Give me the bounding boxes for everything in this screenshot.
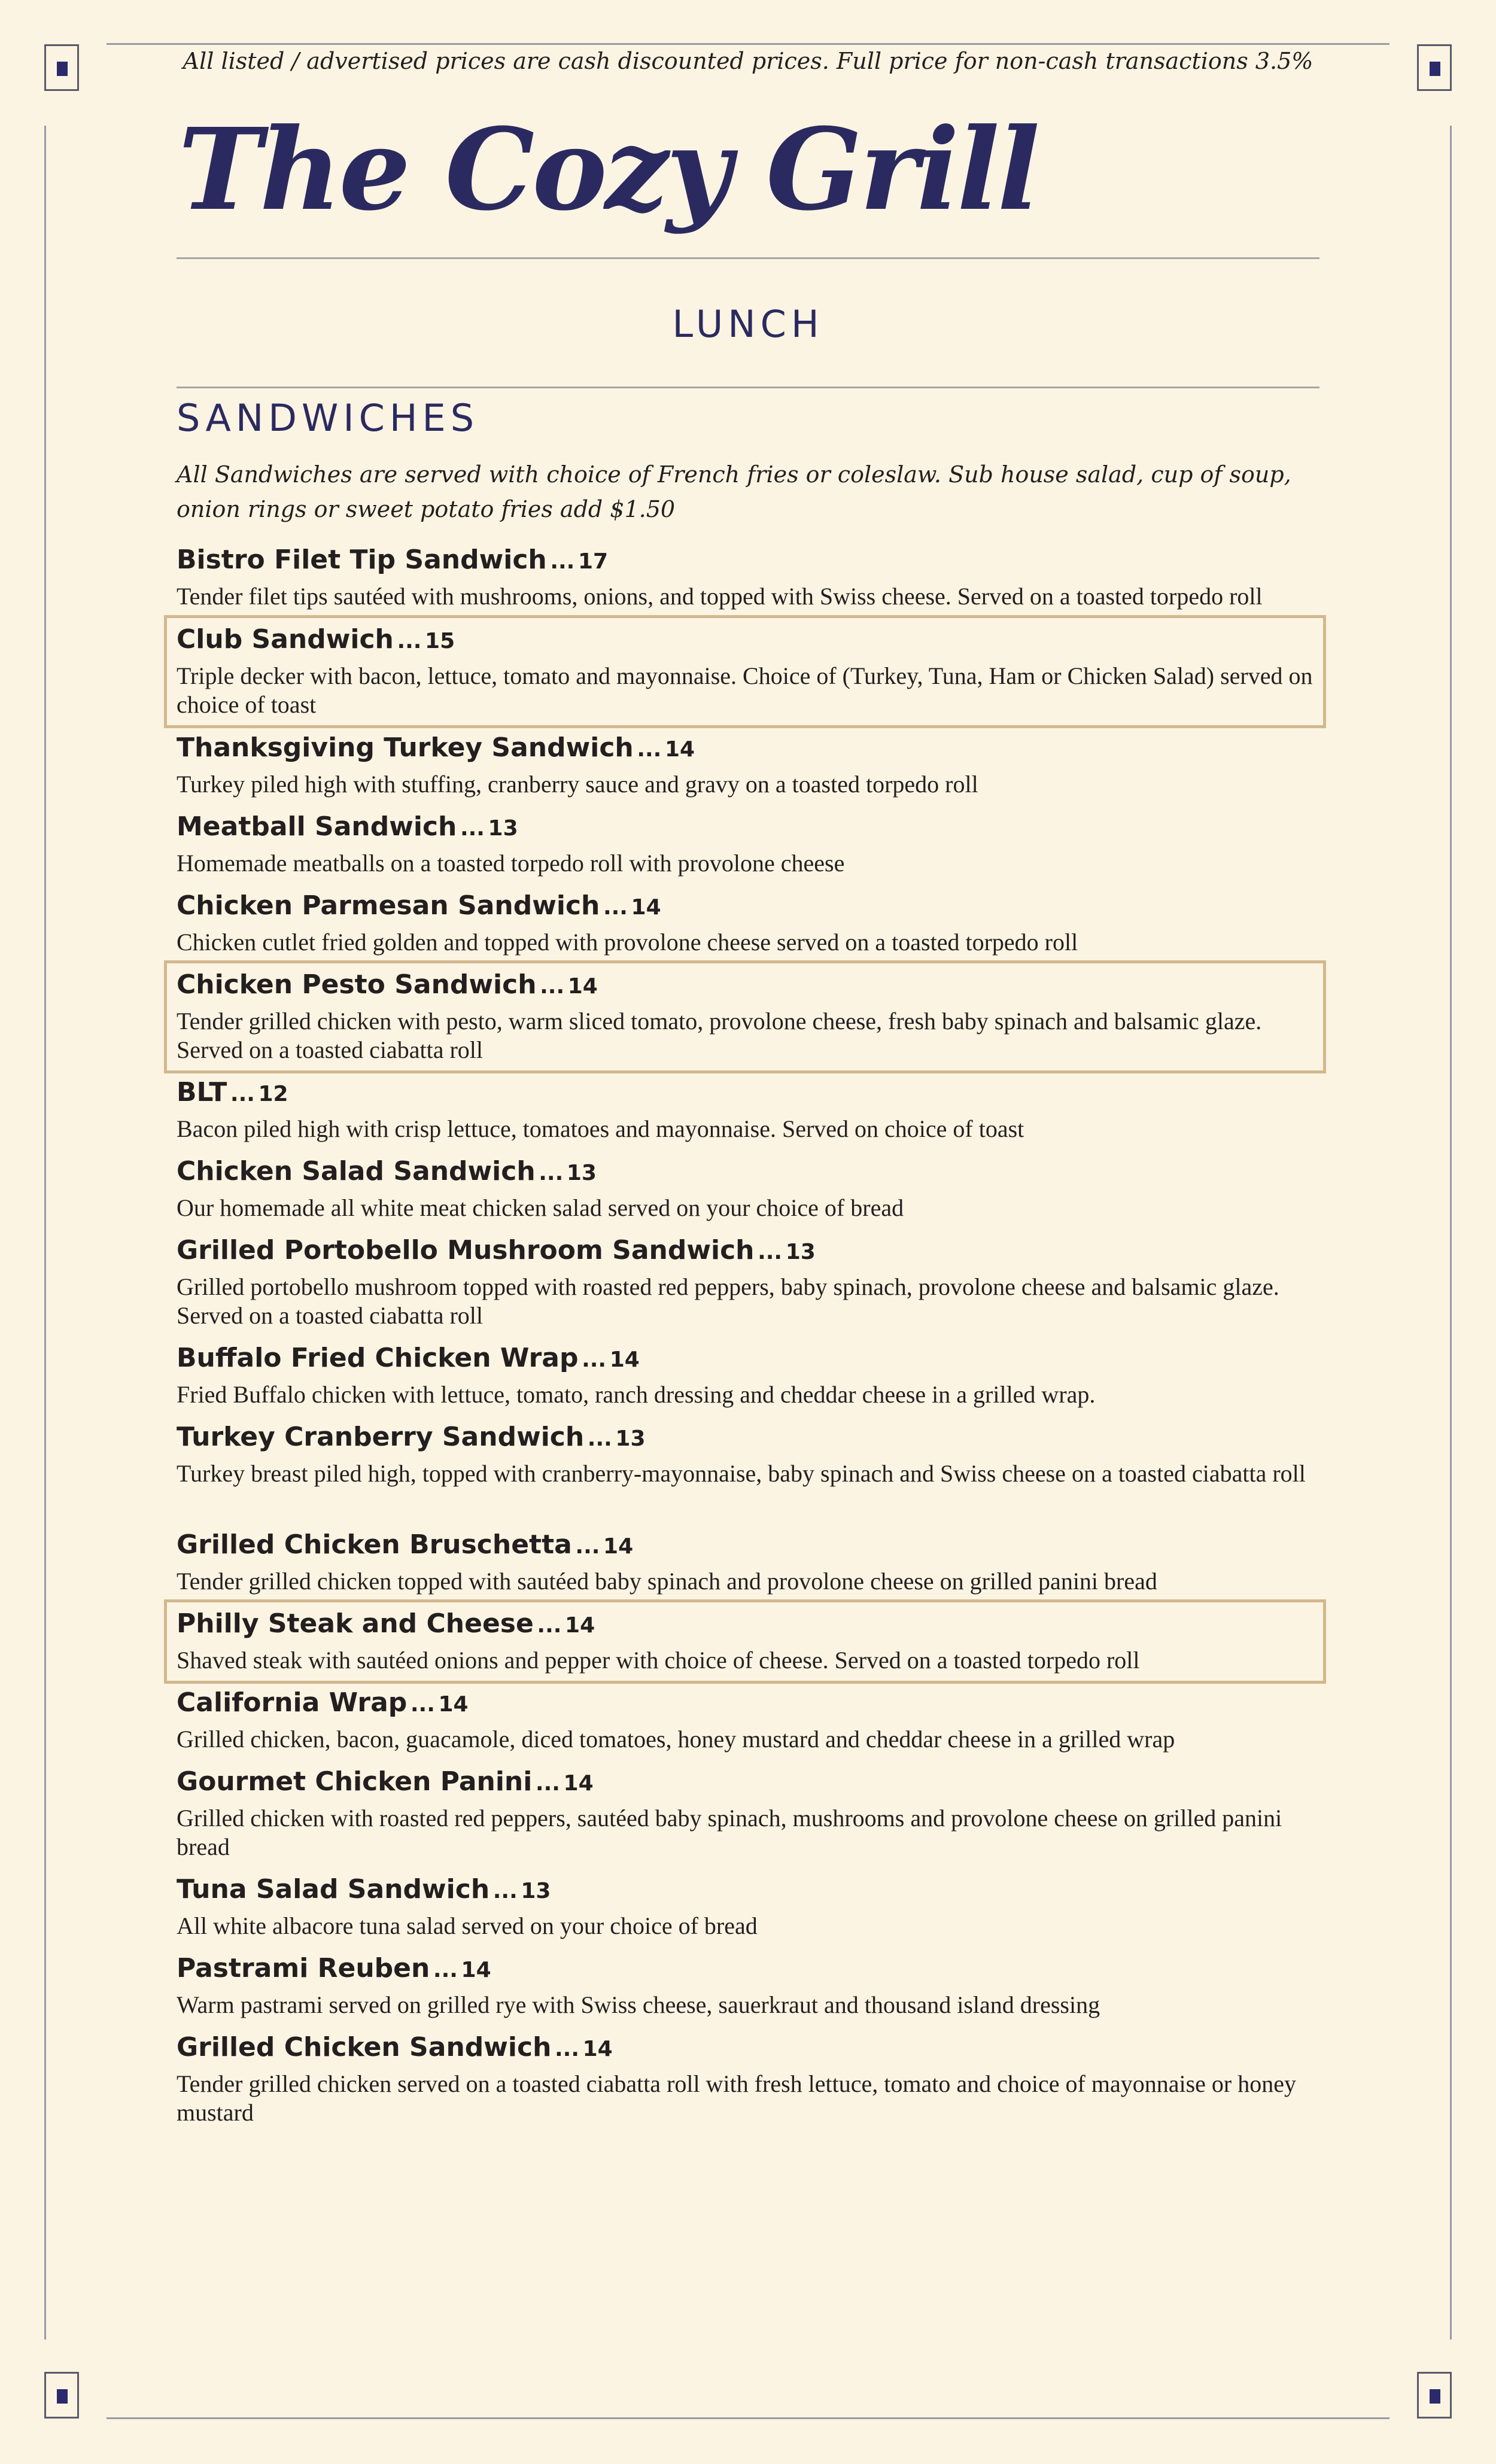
menu-title: LUNCH bbox=[672, 302, 824, 346]
item-price: 14 bbox=[567, 974, 598, 999]
item-name: Meatball Sandwich bbox=[177, 811, 457, 842]
item-price: 15 bbox=[425, 629, 455, 653]
item-name: Philly Steak and Cheese bbox=[177, 1608, 534, 1639]
item-name: Gourmet Chicken Panini bbox=[177, 1766, 533, 1797]
corner-ornament-bottom-left bbox=[44, 2372, 79, 2419]
menu-item bbox=[177, 1155, 1313, 1222]
item-separator: ... bbox=[603, 895, 628, 920]
item-name: Tuna Salad Sandwich bbox=[177, 1874, 490, 1905]
menu-item bbox=[177, 889, 1313, 957]
item-separator: ... bbox=[537, 1613, 562, 1638]
frame-top-line bbox=[107, 43, 1389, 45]
item-description: Bacon piled high with crisp lettuce, tomatoes and mayonnaise. Served on choice of toast bbox=[177, 1115, 1024, 1142]
menu-item bbox=[177, 1528, 1313, 1596]
item-description: Fried Buffalo chicken with lettuce, tomato, ranch dressing and cheddar cheese in a grilled wrap. bbox=[177, 1381, 1096, 1408]
item-price: 14 bbox=[565, 1613, 595, 1638]
item-separator: ... bbox=[460, 816, 485, 841]
item-name: Thanksgiving Turkey Sandwich bbox=[177, 732, 634, 763]
item-price: 12 bbox=[258, 1082, 288, 1106]
item-description: Tender grilled chicken served on a toasted ciabatta roll with fresh lettuce, tomato and choice of mayonnaise or honey mustard bbox=[177, 2070, 1296, 2126]
item-description: Shaved steak with sautéed onions and pepper with choice of cheese. Served on a toasted torpedo roll bbox=[177, 1647, 1140, 1674]
frame-bottom-line bbox=[107, 2417, 1389, 2419]
item-name: Buffalo Fried Chicken Wrap bbox=[177, 1343, 579, 1373]
menu-item bbox=[177, 1420, 1313, 1488]
item-price: 14 bbox=[461, 1958, 491, 1982]
menu-item-highlighted bbox=[164, 960, 1326, 1073]
item-description: Grilled portobello mushroom topped with roasted red peppers, baby spinach, provolone cheese and balsamic glaze. Served on a toasted ciabatta roll bbox=[177, 1273, 1279, 1329]
item-separator: ... bbox=[554, 2037, 580, 2061]
item-description: Tender grilled chicken with pesto, warm sliced tomato, provolone cheese, fresh baby spinach and balsamic glaze. Served on a toasted ciabatta roll bbox=[177, 1008, 1262, 1063]
item-separator: ... bbox=[582, 1347, 607, 1372]
menu-item bbox=[177, 810, 1313, 878]
menu-item bbox=[177, 731, 1313, 799]
item-description: Grilled chicken with roasted red peppers, sautéed baby spinach, mushrooms and provolone cheese on grilled panini bread bbox=[177, 1805, 1282, 1860]
item-separator: ... bbox=[535, 1771, 560, 1796]
item-description: Warm pastrami served on grilled rye with Swiss cheese, sauerkraut and thousand island dressing bbox=[177, 1991, 1100, 2018]
item-price: 13 bbox=[566, 1161, 597, 1185]
divider bbox=[177, 387, 1319, 388]
item-price: 14 bbox=[563, 1771, 594, 1796]
item-description: Tender filet tips sautéed with mushrooms, onions, and topped with Swiss cheese. Served on a toasted torpedo roll bbox=[177, 583, 1263, 610]
item-price: 14 bbox=[603, 1534, 634, 1559]
item-price: 13 bbox=[785, 1240, 816, 1264]
item-description: Our homemade all white meat chicken salad served on your choice of bread bbox=[177, 1194, 904, 1221]
item-price: 14 bbox=[664, 737, 695, 762]
item-separator: ... bbox=[397, 629, 422, 653]
item-price: 14 bbox=[631, 895, 661, 920]
item-separator: ... bbox=[410, 1692, 435, 1717]
menu-item bbox=[177, 1765, 1313, 1861]
item-name: Club Sandwich bbox=[177, 624, 394, 655]
item-name: Chicken Parmesan Sandwich bbox=[177, 890, 600, 921]
item-price: 14 bbox=[609, 1347, 640, 1372]
item-separator: ... bbox=[575, 1534, 600, 1559]
menu-item bbox=[177, 1952, 1313, 2019]
item-separator: ... bbox=[758, 1240, 783, 1264]
item-name: Chicken Pesto Sandwich bbox=[177, 969, 537, 1000]
menu-item bbox=[177, 1873, 1313, 1940]
item-description: Triple decker with bacon, lettuce, tomato and mayonnaise. Choice of (Turkey, Tuna, Ham or Chicken Salad) served on choice of toast bbox=[177, 662, 1313, 718]
item-name: Grilled Portobello Mushroom Sandwich bbox=[177, 1235, 755, 1266]
menu-item bbox=[177, 1686, 1313, 1754]
item-description: Grilled chicken, bacon, guacamole, diced tomatoes, honey mustard and cheddar cheese in a grilled wrap bbox=[177, 1726, 1175, 1753]
section-note: All Sandwiches are served with choice of French fries or coleslaw. Sub house salad, cup of soup, onion rings or sweet potato fries add $1.50 bbox=[177, 461, 1291, 522]
item-description: Turkey piled high with stuffing, cranberry sauce and gravy on a toasted torpedo roll bbox=[177, 771, 978, 798]
menu-item-highlighted bbox=[164, 615, 1326, 728]
item-description: Tender grilled chicken topped with sautéed baby spinach and provolone cheese on grilled panini bread bbox=[177, 1568, 1157, 1595]
item-separator: ... bbox=[540, 974, 565, 999]
item-name: Grilled Chicken Bruschetta bbox=[177, 1529, 572, 1560]
frame-left-line bbox=[44, 126, 46, 2340]
item-separator: ... bbox=[433, 1958, 458, 1982]
menu-item bbox=[177, 1076, 1313, 1143]
item-name: Turkey Cranberry Sandwich bbox=[177, 1422, 585, 1452]
item-price: 14 bbox=[582, 2037, 613, 2061]
divider bbox=[177, 257, 1319, 259]
item-description: Turkey breast piled high, topped with cranberry-mayonnaise, baby spinach and Swiss cheese on a toasted ciabatta roll bbox=[177, 1460, 1306, 1487]
corner-ornament-bottom-right bbox=[1417, 2372, 1452, 2419]
menu-item bbox=[177, 1234, 1313, 1330]
item-name: Grilled Chicken Sandwich bbox=[177, 2032, 552, 2063]
item-price: 17 bbox=[577, 549, 609, 574]
section-title: SANDWICHES bbox=[177, 396, 479, 440]
item-name: California Wrap bbox=[177, 1687, 408, 1718]
item-description: All white albacore tuna salad served on your choice of bread bbox=[177, 1912, 758, 1939]
menu-item bbox=[177, 1341, 1313, 1409]
item-separator: ... bbox=[637, 737, 662, 762]
menu-item bbox=[177, 2031, 1313, 2127]
item-description: Chicken cutlet fried golden and topped with provolone cheese served on a toasted torpedo roll bbox=[177, 929, 1078, 956]
item-separator: ... bbox=[230, 1082, 255, 1106]
item-separator: ... bbox=[550, 549, 575, 574]
item-description: Homemade meatballs on a toasted torpedo roll with provolone cheese bbox=[177, 850, 845, 877]
item-separator: ... bbox=[492, 1879, 518, 1903]
item-price: 13 bbox=[615, 1426, 646, 1451]
item-separator: ... bbox=[587, 1426, 612, 1451]
item-separator: ... bbox=[539, 1161, 564, 1185]
item-name: Pastrami Reuben bbox=[177, 1953, 430, 1984]
frame-right-line bbox=[1450, 126, 1452, 2340]
menu-item bbox=[177, 543, 1313, 611]
item-price: 14 bbox=[438, 1692, 469, 1717]
price-disclaimer: All listed / advertised prices are cash discounted prices. Full price for non-cash transactions 3.5% bbox=[183, 48, 1313, 74]
item-price: 13 bbox=[488, 816, 518, 841]
item-name: Chicken Salad Sandwich bbox=[177, 1156, 536, 1187]
item-name: Bistro Filet Tip Sandwich bbox=[177, 544, 547, 575]
menu-item-highlighted bbox=[164, 1599, 1326, 1684]
item-price: 13 bbox=[521, 1879, 551, 1903]
item-name: BLT bbox=[177, 1077, 227, 1108]
restaurant-logo: The Cozy Grill bbox=[178, 104, 1038, 236]
